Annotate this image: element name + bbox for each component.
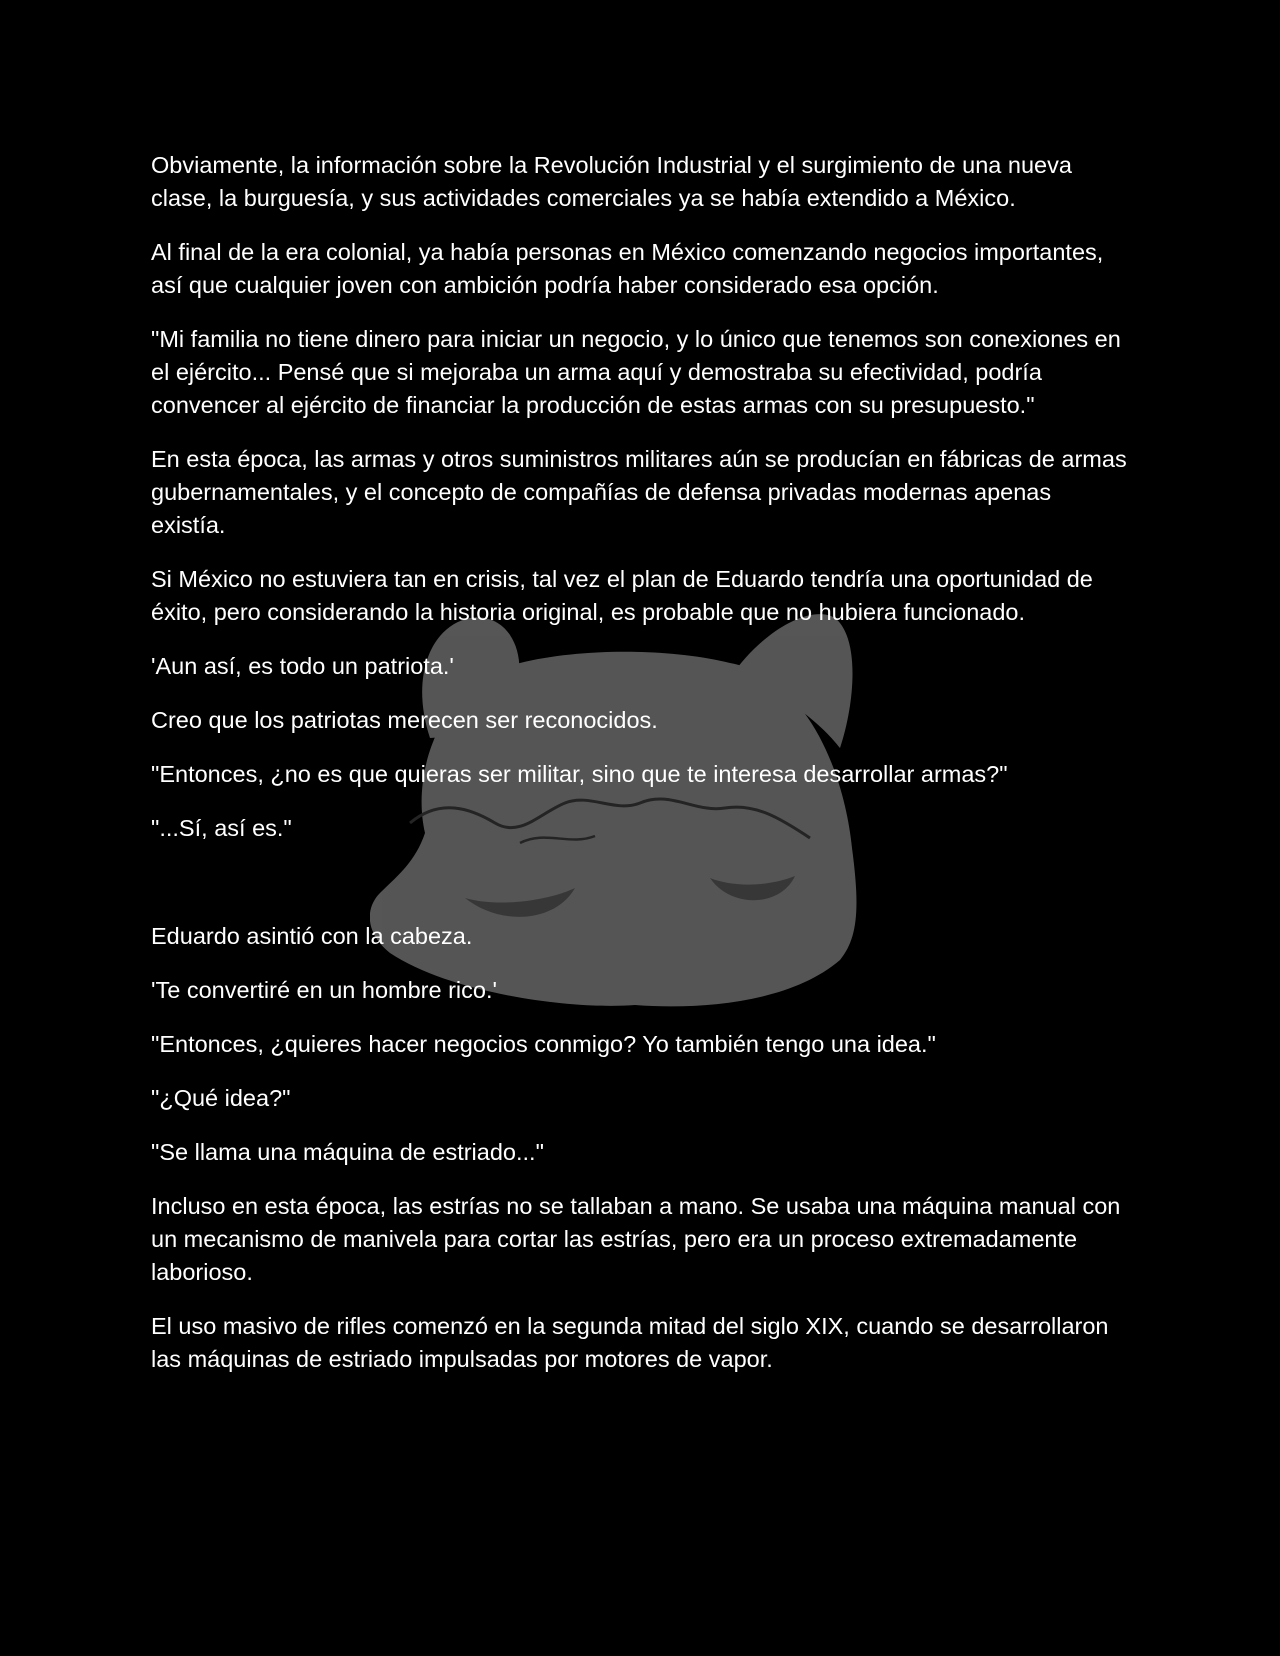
paragraph: "Entonces, ¿no es que quieras ser militar, sino que te interesa desarrollar armas?" xyxy=(151,761,1008,787)
paragraph: Creo que los patriotas merecen ser reconocidos. xyxy=(151,707,658,733)
paragraph: "...Sí, así es." xyxy=(151,815,292,841)
paragraph: Incluso en esta época, las estrías no se tallaban a mano. Se usaba una máquina manual con un mecanismo de manivela para cortar las estrías, pero era un proceso extremadamente laborioso. xyxy=(151,1193,1121,1285)
document-body xyxy=(151,149,1131,1397)
paragraph: "Se llama una máquina de estriado..." xyxy=(151,1139,544,1165)
paragraph: "Mi familia no tiene dinero para iniciar un negocio, y lo único que tenemos son conexiones en el ejército... Pensé que si mejoraba un arma aquí y demostraba su efectividad, podría convencer al ejército de financiar la producción de estas armas con su presupuesto." xyxy=(151,326,1121,418)
paragraph: El uso masivo de rifles comenzó en la segunda mitad del siglo XIX, cuando se desarrollaron las máquinas de estriado impulsadas por motores de vapor. xyxy=(151,1313,1109,1372)
paragraph: Al final de la era colonial, ya había personas en México comenzando negocios importantes, así que cualquier joven con ambición podría haber considerado esa opción. xyxy=(151,239,1104,298)
paragraph: Si México no estuviera tan en crisis, tal vez el plan de Eduardo tendría una oportunidad de éxito, pero considerando la historia original, es probable que no hubiera funcionado. xyxy=(151,566,1093,625)
paragraph: "Entonces, ¿quieres hacer negocios conmigo? Yo también tengo una idea." xyxy=(151,1031,936,1057)
paragraph: 'Te convertiré en un hombre rico.' xyxy=(151,977,497,1003)
paragraph: "¿Qué idea?" xyxy=(151,1085,291,1111)
paragraph: Eduardo asintió con la cabeza. xyxy=(151,923,473,949)
paragraph: 'Aun así, es todo un patriota.' xyxy=(151,653,454,679)
paragraph: Obviamente, la información sobre la Revolución Industrial y el surgimiento de una nueva clase, la burguesía, y sus actividades comerciales ya se había extendido a México. xyxy=(151,152,1072,211)
paragraph: En esta época, las armas y otros suministros militares aún se producían en fábricas de armas gubernamentales, y el concepto de compañías de defensa privadas modernas apenas existía. xyxy=(151,446,1127,538)
